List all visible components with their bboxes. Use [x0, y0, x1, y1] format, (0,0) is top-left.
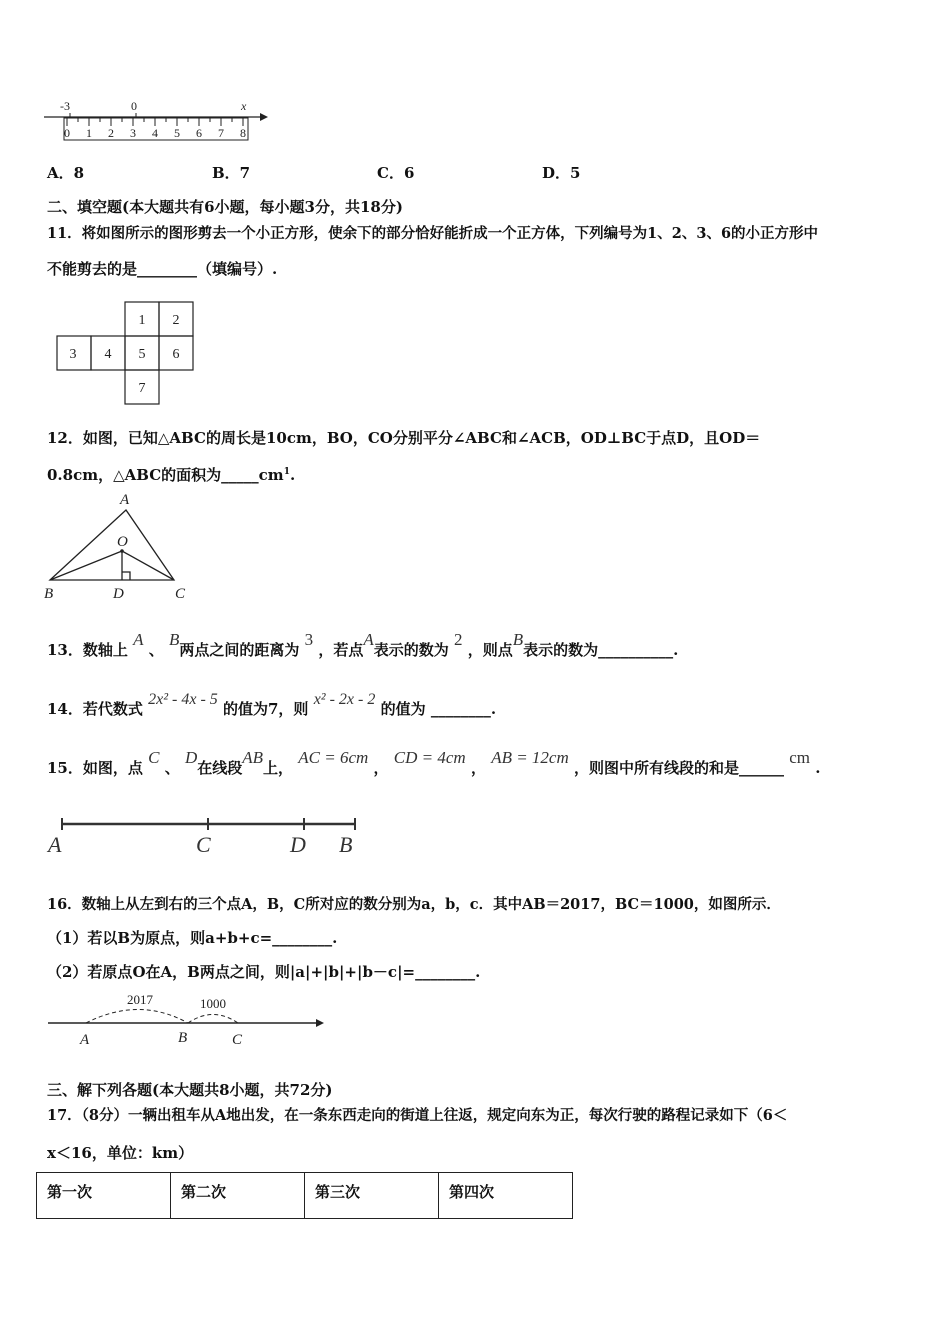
ruler-label-x: x [241, 99, 247, 113]
table-row [37, 1173, 573, 1219]
seg-label-c: C [196, 832, 211, 857]
q11-line2: 不能剪去的是________（填编号）. [47, 260, 278, 278]
q17-line2: x＜16，单位：km） [47, 1144, 194, 1162]
ruler-tick: 3 [130, 126, 136, 140]
ruler-tick: 2 [108, 126, 114, 140]
ruler-tick: 5 [174, 126, 180, 140]
ruler-tick: 4 [152, 126, 158, 140]
arc-label-ab: 2017 [127, 992, 153, 1007]
net-cell-7: 7 [138, 381, 146, 396]
label-d: D [113, 586, 124, 602]
cube-net-figure [56, 298, 196, 410]
net-cell-3: 3 [69, 347, 77, 362]
axis-label-c: C [232, 1032, 243, 1048]
arc-label-bc: 1000 [200, 996, 226, 1011]
option-a: A．8 [47, 164, 85, 182]
ruler-tick: 0 [64, 126, 70, 140]
seg-label-b: B [339, 832, 353, 857]
net-cell-6: 6 [172, 347, 180, 362]
section3-heading: 三、解下列各题(本大题共8小题，共72分) [47, 1081, 333, 1099]
ruler-tick: 6 [196, 126, 202, 140]
triangle-abc-figure [40, 490, 200, 605]
ruler-tick: 7 [218, 126, 224, 140]
axis-label-b: B [178, 1030, 188, 1046]
table-header-cell: 第二次 [171, 1173, 305, 1219]
seg-label-a: A [48, 832, 62, 857]
table-header-cell: 第一次 [37, 1173, 171, 1219]
label-b: B [44, 586, 54, 602]
number-line-ruler-figure [40, 96, 270, 146]
q12-line2: 0.8cm，△ABC的面积为$\_\_\_\_\_cm^1$. [47, 466, 296, 484]
number-line-abc-figure [44, 990, 334, 1052]
q16-line3: （2）若原点O在A，B两点之间，则|a|+|b|+|b－c|=________. [47, 963, 481, 981]
q16-line2: （1）若以B为原点，则a+b+c=________. [47, 929, 338, 947]
ruler-tick: 1 [86, 126, 92, 140]
label-o: O [117, 534, 128, 550]
ruler-tick: 8 [240, 126, 246, 140]
table-header-cell: 第三次 [305, 1173, 439, 1219]
q12-line1: 12．如图，已知△ABC的周长是10cm，BO，CO分别平分∠ABC和∠ACB，OD⊥BC于点D，且OD＝ [47, 429, 761, 447]
ruler-label-minus3: -3 [60, 99, 70, 113]
label-a: A [120, 492, 130, 508]
net-cell-5: 5 [138, 347, 146, 362]
distance-record-table [36, 1172, 573, 1219]
segment-abcd-figure [40, 812, 370, 860]
net-cell-2: 2 [172, 313, 180, 328]
seg-label-d: D [290, 832, 306, 857]
axis-label-a: A [80, 1032, 90, 1048]
q11-line1: 11．将如图所示的图形剪去一个小正方形，使余下的部分恰好能折成一个正方体，下列编号为1、2、3、6的小正方形中 [47, 225, 819, 242]
q13: 13．数轴上 A 、 B两点之间的距离为 3 ，若点A表示的数为 2 ，则点B表示的数为__________. [47, 630, 679, 659]
label-c: C [175, 586, 186, 602]
option-b: B．7 [212, 164, 251, 182]
option-d: D．5 [542, 164, 581, 182]
q14: 14．若代数式 2x² - 4x - 5 的值为7，则 x² - 2x - 2 的值为 ________. [47, 691, 497, 718]
table-header-cell: 第四次 [439, 1173, 573, 1219]
q16-line1: 16．数轴上从左到右的三个点A，B，C所对应的数分别为a，b，c．其中AB＝2017，BC＝1000，如图所示． [47, 896, 781, 913]
option-c: C．6 [377, 164, 415, 182]
net-cell-4: 4 [104, 347, 112, 362]
section2-heading: 二、填空题(本大题共有6小题，每小题3分，共18分) [47, 198, 403, 216]
ruler-label-zero: 0 [131, 99, 137, 113]
net-cell-1: 1 [138, 313, 146, 328]
q17-line1: 17．（8分）一辆出租车从A地出发，在一条东西走向的街道上往返，规定向东为正，每次行驶的路程记录如下（6＜ [47, 1107, 788, 1124]
q15: 15．如图，点 C 、 D在线段AB上， AC = 6cm ， CD = 4cm ， AB = 12cm ，则图中所有线段的和是______ cm . [47, 748, 821, 777]
